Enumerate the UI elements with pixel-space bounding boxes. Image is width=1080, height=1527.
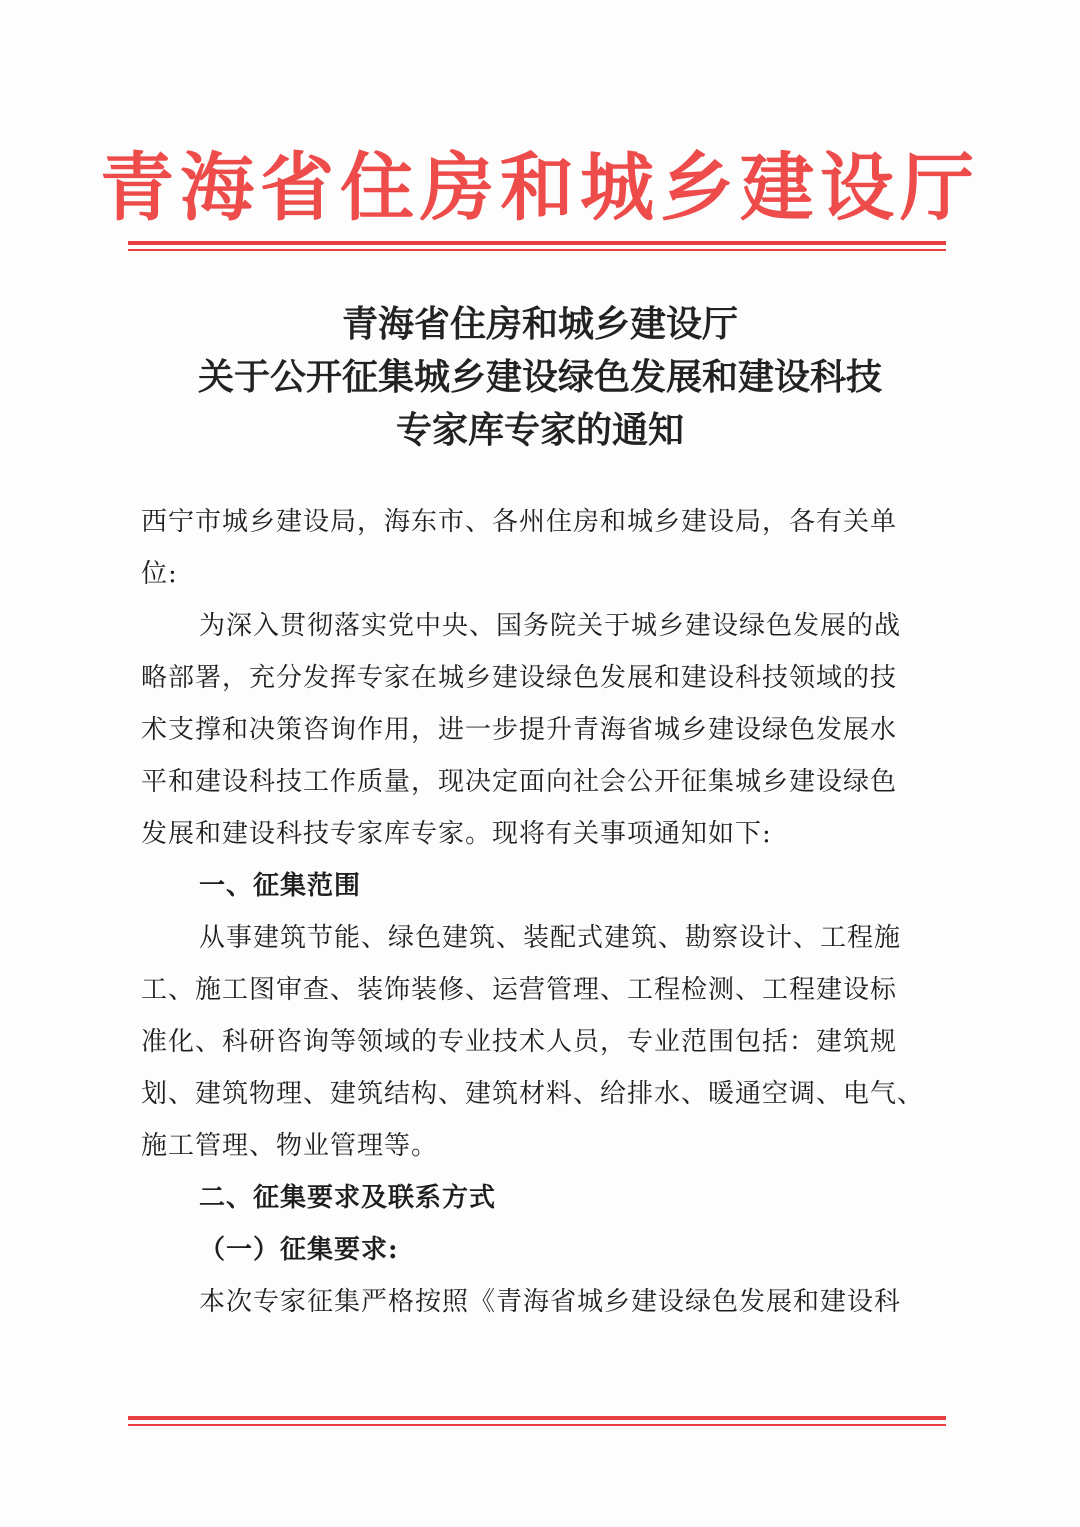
title-line-3: 专家库专家的通知 [395, 409, 684, 451]
title-line-2: 关于公开征集城乡建设绿色发展和建设科技 [197, 356, 882, 398]
red-rule-top [128, 241, 946, 251]
subsection-heading: （一）征集要求: [199, 1235, 399, 1265]
addressee-line: 位: [141, 559, 178, 589]
masthead: 青海省住房和城乡建设厅 [100, 145, 980, 231]
section1-line: 准化、科研咨询等领域的专业技术人员，专业范围包括：建筑规 [141, 1027, 898, 1057]
section1-line: 工、施工图审查、装饰装修、运营管理、工程检测、工程建设标 [141, 975, 898, 1005]
document-body [141, 496, 951, 1328]
section1-line: 划、建筑物理、建筑结构、建筑材料、给排水、暖通空调、电气、 [141, 1079, 925, 1109]
document-title [0, 298, 1080, 457]
intro-line: 发展和建设科技专家库专家。现将有关事项通知如下: [141, 819, 772, 849]
red-rule-bottom [128, 1416, 946, 1426]
section-heading-2: 二、征集要求及联系方式 [199, 1183, 497, 1213]
intro-line: 术支撑和决策咨询作用，进一步提升青海省城乡建设绿色发展水 [141, 715, 898, 745]
addressee-line: 西宁市城乡建设局，海东市、各州住房和城乡建设局，各有关单 [141, 507, 898, 537]
section2-line: 本次专家征集严格按照《青海省城乡建设绿色发展和建设科 [199, 1287, 902, 1317]
section-heading-1: 一、征集范围 [199, 871, 362, 901]
title-line-1: 青海省住房和城乡建设厅 [341, 303, 738, 345]
intro-line: 为深入贯彻落实党中央、国务院关于城乡建设绿色发展的战 [199, 611, 902, 641]
intro-line: 平和建设科技工作质量，现决定面向社会公开征集城乡建设绿色 [141, 767, 898, 797]
intro-line: 略部署，充分发挥专家在城乡建设绿色发展和建设科技领域的技 [141, 663, 898, 693]
section1-line: 施工管理、物业管理等。 [141, 1131, 439, 1161]
section1-line: 从事建筑节能、绿色建筑、装配式建筑、勘察设计、工程施 [199, 923, 902, 953]
